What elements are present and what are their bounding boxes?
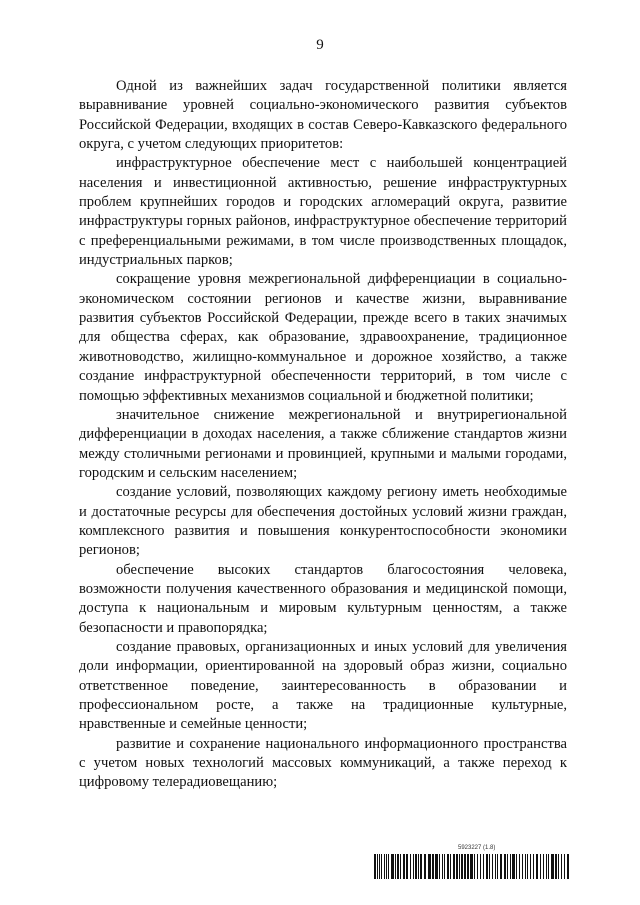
document-body: [79, 77, 567, 793]
paragraph-living-standards: обеспечение высоких стандартов благосостояния человека, возможности получения качественного образования и медицинской помощи, доступа к национальным и мировым культурным ценностям, а также безопасности и правопорядка;: [79, 561, 567, 636]
page-number: 9: [316, 37, 324, 53]
document-code: 5923227 (1.8): [458, 845, 496, 851]
paragraph-infrastructure: инфраструктурное обеспечение мест с наибольшей концентрацией населения и инвестиционной активностью, решение инфраструктурных проблем крупнейших городов и городских агломераций округа, развитие инфраструктуры горных районов, инфраструктурное обеспечение территорий с преференциальными режимами, в том числе производственных площадок, индустриальных парков;: [79, 155, 567, 269]
paragraph-intro: Одной из важнейших задач государственной политики является выравнивание уровней социально-экономического развития субъектов Российской Федерации, входящих в состав Северо-Кавказского федерального округа, с учетом следующих приоритетов:: [79, 78, 567, 153]
paragraph-information-space: развитие и сохранение национального информационного пространства с учетом новых технологий массовых коммуникаций, а также переход к цифровому телерадиовещанию;: [79, 735, 567, 791]
barcode-icon: [373, 854, 570, 879]
paragraph-differentiation: сокращение уровня межрегиональной дифференциации в социально-экономическом состоянии регионов и качестве жизни, выравнивание развития субъектов Российской Федерации, прежде всего в таких значимых для общества сферах, как образование, здравоохранение, традиционное животноводство, жилищно-коммунальное и дорожное хозяйство, а также создание инфраструктурной обеспеченности территорий, в том числе с помощью эффективных механизмов социальной и бюджетной политики;: [79, 271, 567, 404]
paragraph-information: создание правовых, организационных и иных условий для увеличения доли информации, ориентированной на здоровый образ жизни, социально ответственное поведение, заинтересованность в образовании и профессиональном росте, а также на традиционные культурные, нравственные и семейные ценности;: [79, 638, 567, 733]
paragraph-income-reduction: значительное снижение межрегиональной и внутрирегиональной дифференциации в доходах населения, а также сближение стандартов жизни между столичными регионами и провинцией, крупными и малыми городами, городским и сельским населением;: [79, 406, 567, 481]
document-footer: [373, 845, 573, 885]
paragraph-resources: создание условий, позволяющих каждому региону иметь необходимые и достаточные ресурсы для обеспечения достойных условий жизни граждан, комплексного развития и повышения конкурентоспособности экономики регионов;: [79, 484, 567, 559]
